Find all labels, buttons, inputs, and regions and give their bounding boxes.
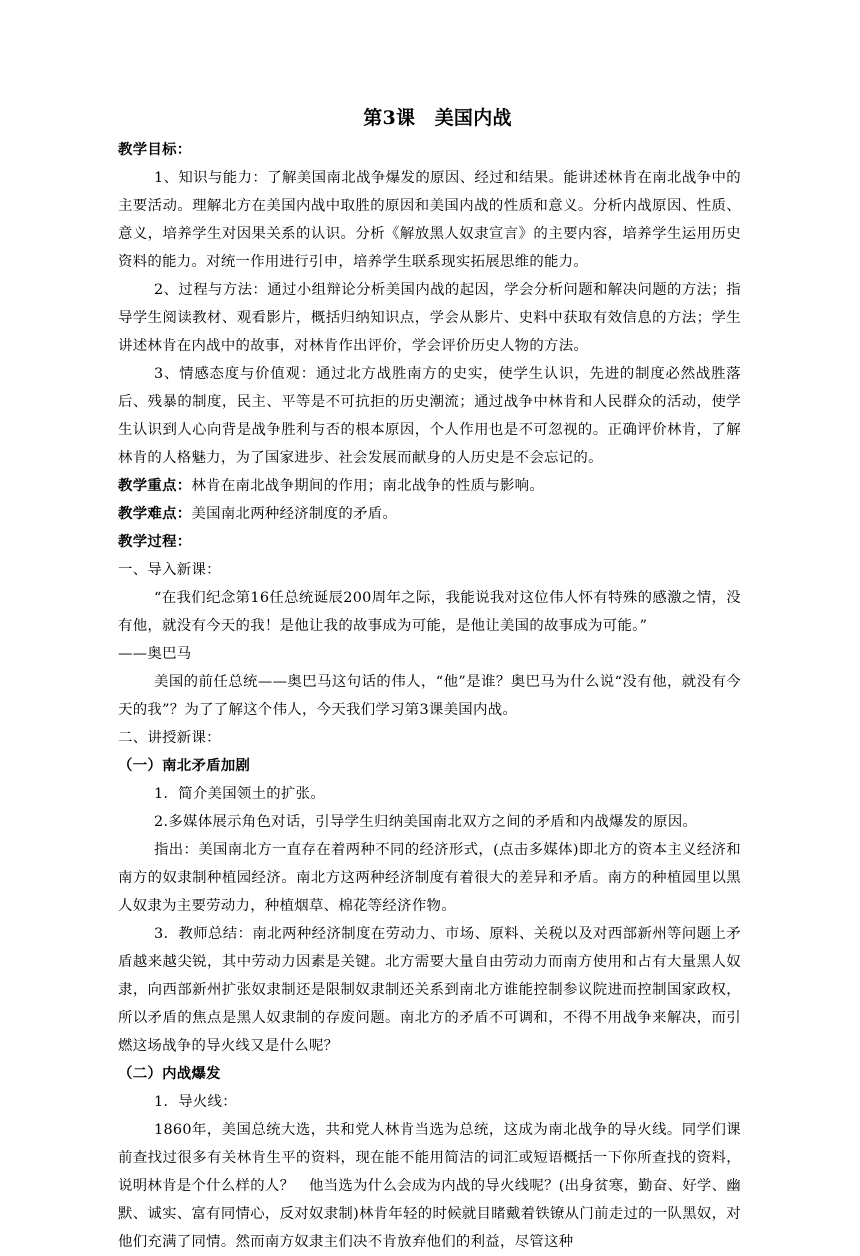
paragraph-multimedia: 2.多媒体展示角色对话，引导学生归纳美国南北双方之间的矛盾和内战爆发的原因。 (154, 814, 698, 830)
paragraph-election: 1860年，美国总统大选，共和党人林肯当选为总统，这成为南北战争的导火线。同学们课前查找过很多有关林肯生平的资料，现在能不能用简洁的词汇或短语概括一下你所查找的资料，说明林肯是个什么样的人？ 他当选为什么会成为内战的导火线呢？(出身贫寒，勤奋、好学、幽默、诚实、富有同情心，反对奴隶制)林肯年轻的时候就目睹戴着铁镣从门前走过的一队黑奴，对他们充满了同情。然而南方奴隶主们决不肯放弃他们的利益，尽管这种 (118, 1122, 741, 1250)
paragraph-summary: 3．教师总结：南北两种经济制度在劳动力、市场、原料、关税以及对西部新州等问题上矛盾越来越尖锐，其中劳动力因素是关键。北方需要大量自由劳动力而南方使用和占有大量黑人奴隶，向西部新州扩张奴隶制还是限制奴隶制还关系到南北方谁能控制参议院进而控制国家政权，所以矛盾的焦点是黑人奴隶制的存废问题。南北方的矛盾不可调和，不得不用战争来解决，而引燃这场战争的导火线又是什么呢？ (118, 926, 741, 1054)
quote-source: ——奥巴马 (118, 646, 192, 662)
intro-paragraph: 美国的前任总统——奥巴马这句话的伟人，“他”是谁？奥巴马为什么说“没有他，就没有今天的我”？为了了解这个伟人，今天我们学习第3课美国内战。 (118, 674, 741, 718)
subsection-outbreak-heading: （二）内战爆发 (118, 1065, 221, 1082)
obama-quote: “在我们纪念第16任总统诞辰200周年之际，我能说我对这位伟人怀有特殊的感激之情，没有他，就没有今天的我！是他让我的故事成为可能，是他让美国的故事成为可能。” (118, 590, 741, 634)
subsection-conflict-heading: （一）南北矛盾加剧 (118, 757, 251, 774)
section-intro-heading: 一、导入新课： (118, 562, 221, 578)
paragraph-economy: 指出：美国南北方一直存在着两种不同的经济形式，(点击多媒体)即北方的资本主义经济和南方的奴隶制种植园经济。南北方这两种经济制度有着很大的差异和矛盾。南方的种植园里以黑人奴隶为主要劳动力，种植烟草、棉花等经济作物。 (118, 842, 741, 914)
page-title: 第3课 美国内战 (363, 107, 512, 129)
section-teaching-heading: 二、讲授新课： (118, 730, 221, 746)
difficult-point (118, 500, 741, 528)
goal-emotion: 3、情感态度与价值观：通过北方战胜南方的史实，使学生认识，先进的制度必然战胜落后、残暴的制度，民主、平等是不可抗拒的历史潮流；通过战争中林肯和人民群众的活动，使学生认识到人心向背是战争胜利与否的根本原因，个人作用也是不可忽视的。正确评价林肯，了解林肯的人格魅力，为了国家进步、社会发展而献身的人历史是不会忘记的。 (118, 366, 741, 466)
difficult-point-label: 教学难点： (118, 505, 192, 522)
goal-process: 2、过程与方法：通过小组辩论分析美国内战的起因，学会分析问题和解决问题的方法；指导学生阅读教材、观看影片，概括归纳知识点，学会从影片、史料中获取有效信息的方法；学生讲述林肯在内战中的故事，对林肯作出评价，学会评价历史人物的方法。 (118, 282, 741, 354)
key-point (118, 472, 741, 500)
goals-heading: 教学目标： (118, 141, 192, 158)
goal-knowledge: 1、知识与能力：了解美国南北战争爆发的原因、经过和结果。能讲述林肯在南北战争中的主要活动。理解北方在美国内战中取胜的原因和美国内战的性质和意义。分析内战原因、性质、意义，培养学生对因果关系的认识。分析《解放黑人奴隶宣言》的主要内容，培养学生运用历史资料的能力。对统一作用进行引申，培养学生联系现实拓展思维的能力。 (118, 170, 741, 270)
paragraph-fuse: 1．导火线： (154, 1094, 237, 1110)
key-point-label: 教学重点： (118, 477, 192, 494)
process-heading: 教学过程： (118, 533, 192, 550)
key-point-text: 林肯在南北战争期间的作用；南北战争的性质与影响。 (191, 478, 545, 494)
difficult-point-text: 美国南北两种经济制度的矛盾。 (191, 506, 398, 522)
paragraph-territory: 1．简介美国领土的扩张。 (154, 786, 326, 802)
document-page (118, 100, 741, 1256)
